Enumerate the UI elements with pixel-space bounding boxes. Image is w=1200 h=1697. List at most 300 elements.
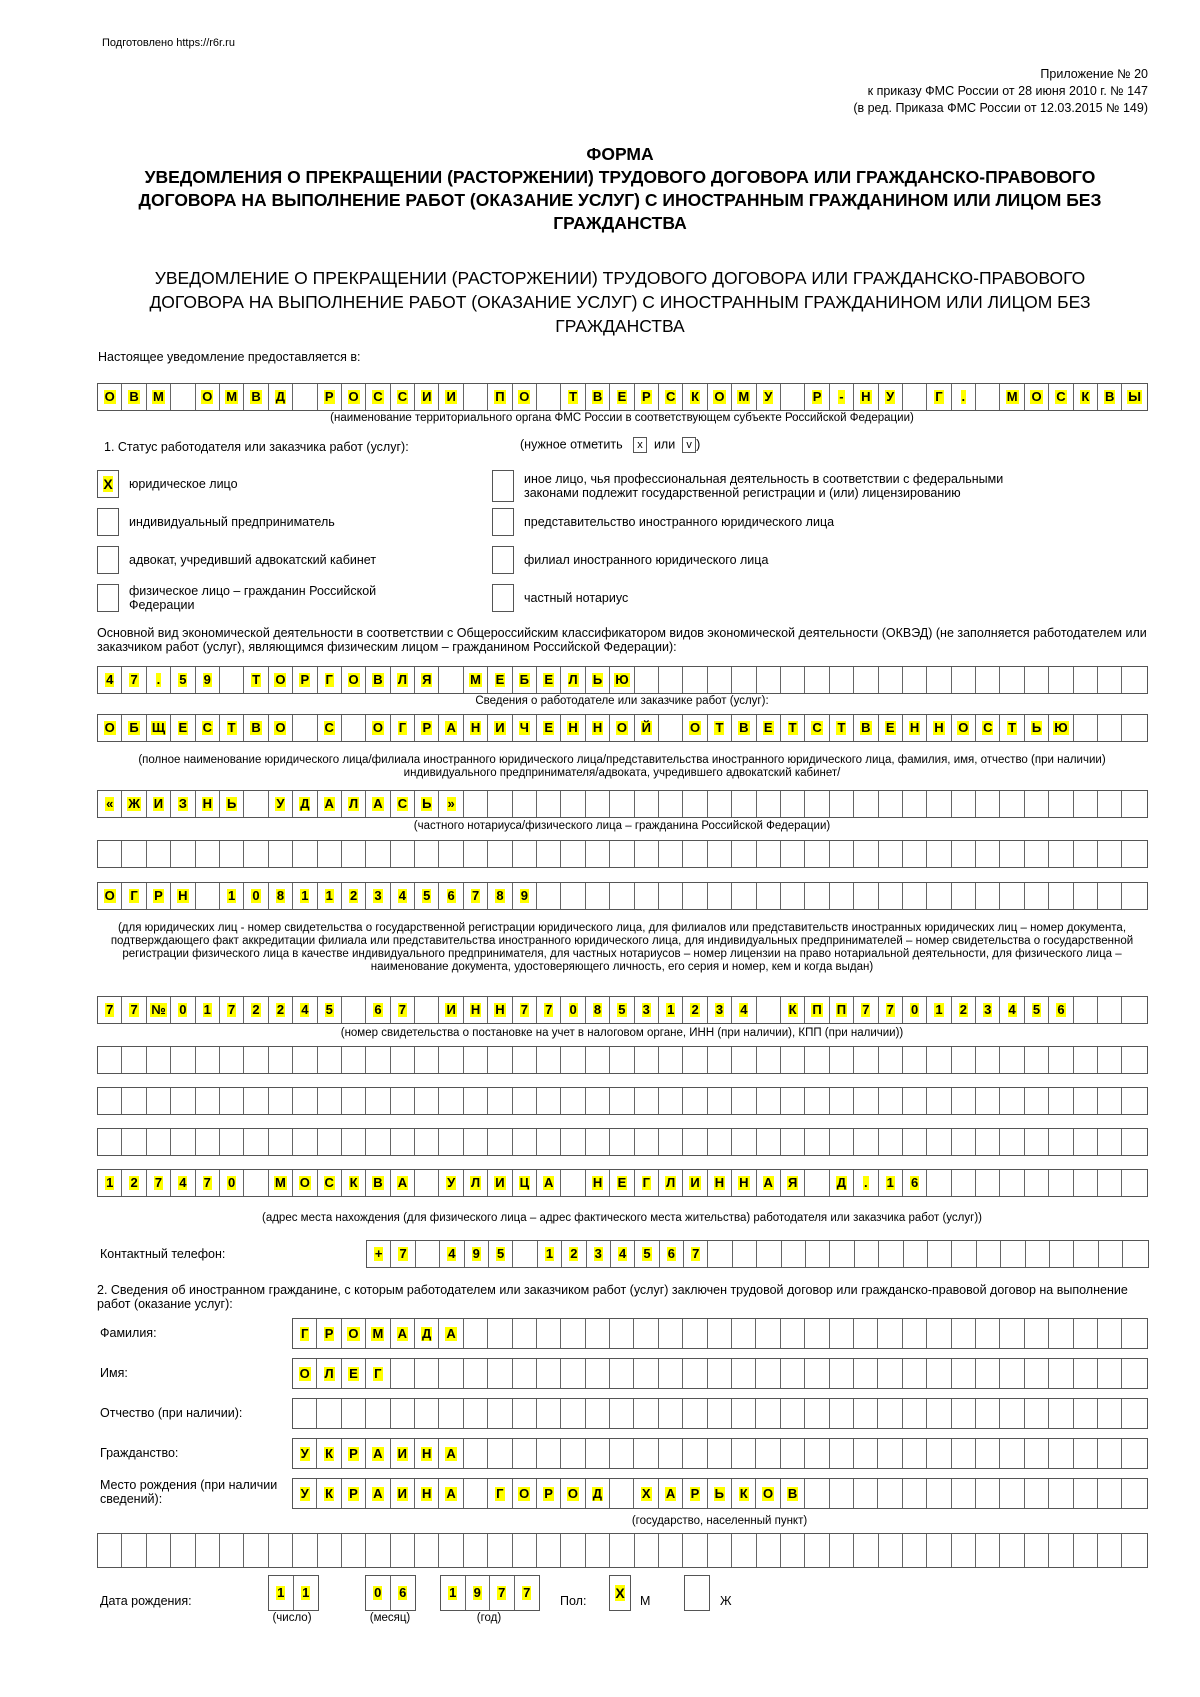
char-cell[interactable] <box>415 841 439 867</box>
checkbox[interactable] <box>492 508 514 536</box>
char-cell[interactable] <box>854 1479 878 1508</box>
char-cell[interactable] <box>196 1129 220 1155</box>
char-cell[interactable] <box>805 1170 829 1196</box>
char-cell[interactable] <box>1025 667 1049 693</box>
char-cell[interactable] <box>439 883 463 909</box>
char-cell[interactable] <box>513 1399 537 1428</box>
char-cell[interactable] <box>391 1319 415 1348</box>
char-cell[interactable] <box>683 384 707 410</box>
char-cell[interactable] <box>415 1170 439 1196</box>
char-cell[interactable] <box>513 1439 537 1468</box>
char-cell[interactable] <box>878 1399 902 1428</box>
char-cell[interactable] <box>488 1479 512 1508</box>
char-cell[interactable] <box>927 883 951 909</box>
char-cell[interactable] <box>659 1319 683 1348</box>
char-cell[interactable] <box>342 715 366 741</box>
char-cell[interactable] <box>513 791 537 817</box>
char-cell[interactable] <box>98 384 122 410</box>
status-lawyer[interactable] <box>97 546 376 574</box>
char-cell[interactable] <box>952 1399 976 1428</box>
char-cell[interactable] <box>439 1479 463 1508</box>
char-cell[interactable] <box>366 1129 390 1155</box>
char-cell[interactable] <box>293 1359 317 1388</box>
char-cell[interactable] <box>1025 841 1049 867</box>
char-cell[interactable] <box>903 841 927 867</box>
char-cell[interactable] <box>976 1359 1000 1388</box>
char-cell[interactable] <box>830 883 854 909</box>
char-cell[interactable] <box>244 1088 268 1114</box>
char-cell[interactable] <box>441 1576 466 1610</box>
char-cell[interactable] <box>634 1359 658 1388</box>
char-cell[interactable] <box>561 1088 585 1114</box>
char-cell[interactable] <box>537 841 561 867</box>
char-cell[interactable] <box>293 1534 317 1567</box>
char-cell[interactable] <box>830 1359 854 1388</box>
char-cell[interactable] <box>171 1129 195 1155</box>
char-cell[interactable] <box>659 715 683 741</box>
char-cell[interactable] <box>879 1088 903 1114</box>
char-cell[interactable] <box>635 1241 659 1267</box>
char-cell[interactable] <box>757 1170 781 1196</box>
char-cell[interactable] <box>171 997 195 1023</box>
char-cell[interactable] <box>586 1534 610 1567</box>
char-cell[interactable] <box>1122 1439 1146 1468</box>
checkbox[interactable] <box>97 546 119 574</box>
char-cell[interactable] <box>830 1129 854 1155</box>
char-cell[interactable] <box>513 1088 537 1114</box>
char-cell[interactable] <box>732 1479 756 1508</box>
char-cell[interactable] <box>610 1319 634 1348</box>
char-cell[interactable] <box>171 715 195 741</box>
char-cell[interactable] <box>391 1047 415 1073</box>
char-cell[interactable] <box>244 715 268 741</box>
char-cell[interactable] <box>562 1241 586 1267</box>
char-cell[interactable] <box>490 1576 515 1610</box>
char-cell[interactable] <box>879 883 903 909</box>
char-cell[interactable] <box>488 1088 512 1114</box>
char-cell[interactable] <box>244 1129 268 1155</box>
checkbox[interactable] <box>97 584 119 612</box>
char-cell[interactable] <box>708 1359 732 1388</box>
char-cell[interactable] <box>830 1088 854 1114</box>
char-cell[interactable] <box>366 1439 390 1468</box>
char-cell[interactable] <box>684 1241 708 1267</box>
char-cell[interactable] <box>171 1047 195 1073</box>
char-cell[interactable] <box>610 384 634 410</box>
phone-field[interactable] <box>366 1240 1149 1268</box>
char-cell[interactable] <box>610 1129 634 1155</box>
address-line4[interactable] <box>97 1169 1148 1197</box>
char-cell[interactable] <box>1122 997 1146 1023</box>
char-cell[interactable] <box>879 1047 903 1073</box>
char-cell[interactable] <box>244 1047 268 1073</box>
char-cell[interactable] <box>708 1170 732 1196</box>
char-cell[interactable] <box>342 791 366 817</box>
char-cell[interactable] <box>854 1319 878 1348</box>
char-cell[interactable] <box>927 1439 951 1468</box>
char-cell[interactable] <box>805 1088 829 1114</box>
char-cell[interactable] <box>122 883 146 909</box>
char-cell[interactable] <box>952 1170 976 1196</box>
char-cell[interactable] <box>269 883 293 909</box>
char-cell[interactable] <box>1074 1170 1098 1196</box>
char-cell[interactable] <box>854 1088 878 1114</box>
char-cell[interactable] <box>830 1047 854 1073</box>
char-cell[interactable] <box>610 1534 634 1567</box>
char-cell[interactable] <box>903 1129 927 1155</box>
char-cell[interactable] <box>683 1479 707 1508</box>
char-cell[interactable] <box>171 384 195 410</box>
char-cell[interactable] <box>466 1576 491 1610</box>
char-cell[interactable] <box>586 1399 610 1428</box>
status-other-person[interactable] <box>492 470 1092 502</box>
char-cell[interactable] <box>976 1319 1000 1348</box>
char-cell[interactable] <box>439 841 463 867</box>
char-cell[interactable] <box>927 1534 951 1567</box>
char-cell[interactable] <box>708 883 732 909</box>
char-cell[interactable] <box>342 667 366 693</box>
dob-day-field[interactable] <box>268 1575 319 1611</box>
char-cell[interactable] <box>757 1241 781 1267</box>
char-cell[interactable] <box>805 715 829 741</box>
char-cell[interactable] <box>660 1241 684 1267</box>
char-cell[interactable] <box>805 1534 829 1567</box>
char-cell[interactable] <box>391 384 415 410</box>
char-cell[interactable] <box>415 1479 439 1508</box>
char-cell[interactable] <box>927 384 951 410</box>
char-cell[interactable] <box>391 1534 415 1567</box>
char-cell[interactable] <box>635 1129 659 1155</box>
char-cell[interactable] <box>1025 1047 1049 1073</box>
citizenship-field[interactable] <box>292 1438 1148 1469</box>
char-cell[interactable] <box>1098 791 1122 817</box>
char-cell[interactable] <box>147 1129 171 1155</box>
char-cell[interactable] <box>244 667 268 693</box>
char-cell[interactable] <box>439 1359 463 1388</box>
char-cell[interactable] <box>1122 791 1146 817</box>
char-cell[interactable] <box>561 1359 585 1388</box>
char-cell[interactable] <box>952 715 976 741</box>
char-cell[interactable] <box>1025 791 1049 817</box>
char-cell[interactable] <box>1049 1319 1073 1348</box>
char-cell[interactable] <box>1122 1088 1146 1114</box>
char-cell[interactable] <box>1122 384 1146 410</box>
char-cell[interactable] <box>805 841 829 867</box>
char-cell[interactable] <box>317 1479 341 1508</box>
char-cell[interactable] <box>391 1359 415 1388</box>
char-cell[interactable] <box>757 384 781 410</box>
char-cell[interactable] <box>903 791 927 817</box>
char-cell[interactable] <box>976 1534 1000 1567</box>
status-legal-entity[interactable] <box>97 470 238 498</box>
char-cell[interactable] <box>513 667 537 693</box>
char-cell[interactable] <box>561 1129 585 1155</box>
char-cell[interactable] <box>122 715 146 741</box>
char-cell[interactable] <box>488 997 512 1023</box>
char-cell[interactable] <box>854 1399 878 1428</box>
char-cell[interactable] <box>464 1129 488 1155</box>
char-cell[interactable] <box>952 1241 976 1267</box>
char-cell[interactable] <box>1025 1319 1049 1348</box>
char-cell[interactable] <box>878 1359 902 1388</box>
char-cell[interactable] <box>1049 1359 1073 1388</box>
char-cell[interactable] <box>1000 841 1024 867</box>
char-cell[interactable] <box>1074 1129 1098 1155</box>
char-cell[interactable] <box>366 1047 390 1073</box>
char-cell[interactable] <box>269 1576 294 1610</box>
char-cell[interactable] <box>1026 1241 1050 1267</box>
char-cell[interactable] <box>122 1088 146 1114</box>
char-cell[interactable] <box>757 1129 781 1155</box>
status-individual-citizen[interactable] <box>97 584 477 612</box>
char-cell[interactable] <box>610 1170 634 1196</box>
char-cell[interactable] <box>708 1088 732 1114</box>
char-cell[interactable] <box>708 715 732 741</box>
char-cell[interactable] <box>903 1399 927 1428</box>
char-cell[interactable] <box>610 841 634 867</box>
char-cell[interactable] <box>293 1170 317 1196</box>
char-cell[interactable] <box>464 1170 488 1196</box>
char-cell[interactable] <box>537 1479 561 1508</box>
char-cell[interactable] <box>879 1534 903 1567</box>
char-cell[interactable] <box>1074 883 1098 909</box>
char-cell[interactable] <box>196 841 220 867</box>
char-cell[interactable] <box>1050 1241 1074 1267</box>
char-cell[interactable] <box>366 883 390 909</box>
char-cell[interactable] <box>147 1170 171 1196</box>
char-cell[interactable] <box>391 841 415 867</box>
char-cell[interactable] <box>805 1319 829 1348</box>
char-cell[interactable] <box>439 1047 463 1073</box>
char-cell[interactable] <box>611 1241 635 1267</box>
char-cell[interactable] <box>537 997 561 1023</box>
char-cell[interactable] <box>1098 883 1122 909</box>
char-cell[interactable] <box>513 997 537 1023</box>
address-line1[interactable] <box>97 1046 1148 1074</box>
char-cell[interactable] <box>318 384 342 410</box>
char-cell[interactable] <box>952 997 976 1023</box>
char-cell[interactable] <box>196 1534 220 1567</box>
char-cell[interactable] <box>488 883 512 909</box>
char-cell[interactable] <box>415 1047 439 1073</box>
char-cell[interactable] <box>537 791 561 817</box>
char-cell[interactable] <box>98 1088 122 1114</box>
char-cell[interactable] <box>586 841 610 867</box>
char-cell[interactable] <box>927 997 951 1023</box>
char-cell[interactable] <box>391 1576 416 1610</box>
char-cell[interactable] <box>976 384 1000 410</box>
char-cell[interactable] <box>854 1047 878 1073</box>
char-cell[interactable] <box>537 667 561 693</box>
char-cell[interactable] <box>122 1129 146 1155</box>
employer-name-line1[interactable] <box>97 714 1148 742</box>
char-cell[interactable] <box>366 1479 390 1508</box>
char-cell[interactable] <box>269 997 293 1023</box>
char-cell[interactable] <box>171 667 195 693</box>
char-cell[interactable] <box>269 1170 293 1196</box>
char-cell[interactable] <box>854 997 878 1023</box>
char-cell[interactable] <box>488 384 512 410</box>
char-cell[interactable] <box>464 841 488 867</box>
char-cell[interactable] <box>561 1170 585 1196</box>
char-cell[interactable] <box>903 1170 927 1196</box>
char-cell[interactable] <box>756 1359 780 1388</box>
char-cell[interactable] <box>635 384 659 410</box>
char-cell[interactable] <box>708 1319 732 1348</box>
char-cell[interactable] <box>366 1170 390 1196</box>
char-cell[interactable] <box>781 997 805 1023</box>
char-cell[interactable] <box>1025 1479 1049 1508</box>
char-cell[interactable] <box>708 1399 732 1428</box>
char-cell[interactable] <box>465 1241 489 1267</box>
char-cell[interactable] <box>391 1241 415 1267</box>
char-cell[interactable] <box>220 997 244 1023</box>
char-cell[interactable] <box>952 1534 976 1567</box>
char-cell[interactable] <box>269 1088 293 1114</box>
char-cell[interactable] <box>147 841 171 867</box>
char-cell[interactable] <box>830 841 854 867</box>
char-cell[interactable] <box>635 791 659 817</box>
char-cell[interactable] <box>391 1088 415 1114</box>
char-cell[interactable] <box>952 667 976 693</box>
char-cell[interactable] <box>952 883 976 909</box>
char-cell[interactable] <box>732 1319 756 1348</box>
char-cell[interactable] <box>805 883 829 909</box>
char-cell[interactable] <box>756 1479 780 1508</box>
dob-month-field[interactable] <box>365 1575 416 1611</box>
char-cell[interactable] <box>586 1439 610 1468</box>
char-cell[interactable] <box>635 883 659 909</box>
char-cell[interactable] <box>513 1241 537 1267</box>
char-cell[interactable] <box>683 791 707 817</box>
char-cell[interactable] <box>488 1534 512 1567</box>
char-cell[interactable] <box>756 1399 780 1428</box>
char-cell[interactable] <box>976 883 1000 909</box>
char-cell[interactable] <box>464 384 488 410</box>
status-notary[interactable] <box>492 584 628 612</box>
char-cell[interactable] <box>269 841 293 867</box>
char-cell[interactable] <box>1049 883 1073 909</box>
char-cell[interactable] <box>683 997 707 1023</box>
char-cell[interactable] <box>513 1129 537 1155</box>
char-cell[interactable] <box>1122 883 1146 909</box>
char-cell[interactable] <box>927 1129 951 1155</box>
char-cell[interactable] <box>293 667 317 693</box>
char-cell[interactable] <box>415 667 439 693</box>
status-branch[interactable] <box>492 546 768 574</box>
char-cell[interactable] <box>854 841 878 867</box>
char-cell[interactable] <box>634 1319 658 1348</box>
char-cell[interactable] <box>342 384 366 410</box>
char-cell[interactable] <box>561 715 585 741</box>
char-cell[interactable] <box>757 791 781 817</box>
char-cell[interactable] <box>342 1129 366 1155</box>
char-cell[interactable] <box>732 883 756 909</box>
char-cell[interactable] <box>1000 883 1024 909</box>
char-cell[interactable] <box>976 1047 1000 1073</box>
char-cell[interactable] <box>1074 1359 1098 1388</box>
char-cell[interactable] <box>732 1359 756 1388</box>
char-cell[interactable] <box>415 1399 439 1428</box>
char-cell[interactable] <box>1074 997 1098 1023</box>
char-cell[interactable] <box>976 997 1000 1023</box>
char-cell[interactable] <box>366 841 390 867</box>
char-cell[interactable] <box>659 1088 683 1114</box>
char-cell[interactable] <box>439 384 463 410</box>
char-cell[interactable] <box>659 1129 683 1155</box>
char-cell[interactable] <box>1000 1399 1024 1428</box>
char-cell[interactable] <box>903 1534 927 1567</box>
char-cell[interactable] <box>561 1479 585 1508</box>
char-cell[interactable] <box>683 883 707 909</box>
char-cell[interactable] <box>1074 791 1098 817</box>
char-cell[interactable] <box>854 1129 878 1155</box>
char-cell[interactable] <box>1098 1319 1122 1348</box>
char-cell[interactable] <box>342 1170 366 1196</box>
birthplace-extra-line[interactable] <box>97 1533 1148 1568</box>
char-cell[interactable] <box>1025 715 1049 741</box>
char-cell[interactable] <box>561 384 585 410</box>
char-cell[interactable] <box>122 997 146 1023</box>
char-cell[interactable] <box>220 1088 244 1114</box>
char-cell[interactable] <box>1122 715 1146 741</box>
char-cell[interactable] <box>318 883 342 909</box>
char-cell[interactable] <box>879 1129 903 1155</box>
char-cell[interactable] <box>732 715 756 741</box>
char-cell[interactable] <box>122 791 146 817</box>
char-cell[interactable] <box>318 1129 342 1155</box>
char-cell[interactable] <box>952 1439 976 1468</box>
char-cell[interactable] <box>317 1439 341 1468</box>
char-cell[interactable] <box>391 1399 415 1428</box>
char-cell[interactable] <box>708 384 732 410</box>
char-cell[interactable] <box>1000 791 1024 817</box>
char-cell[interactable] <box>244 791 268 817</box>
char-cell[interactable] <box>318 1170 342 1196</box>
char-cell[interactable] <box>366 1359 390 1388</box>
char-cell[interactable] <box>1123 1241 1147 1267</box>
char-cell[interactable] <box>98 997 122 1023</box>
checkbox[interactable] <box>97 508 119 536</box>
char-cell[interactable] <box>1049 384 1073 410</box>
char-cell[interactable] <box>415 384 439 410</box>
char-cell[interactable] <box>1098 1479 1122 1508</box>
checkbox[interactable] <box>492 470 514 502</box>
char-cell[interactable] <box>854 1170 878 1196</box>
char-cell[interactable] <box>415 1534 439 1567</box>
char-cell[interactable] <box>464 1479 488 1508</box>
char-cell[interactable] <box>1074 667 1098 693</box>
char-cell[interactable] <box>732 667 756 693</box>
char-cell[interactable] <box>1122 1129 1146 1155</box>
char-cell[interactable] <box>464 1088 488 1114</box>
char-cell[interactable] <box>586 1359 610 1388</box>
char-cell[interactable] <box>391 715 415 741</box>
char-cell[interactable] <box>1074 384 1098 410</box>
char-cell[interactable] <box>318 715 342 741</box>
char-cell[interactable] <box>757 1534 781 1567</box>
char-cell[interactable] <box>683 715 707 741</box>
char-cell[interactable] <box>1098 997 1122 1023</box>
char-cell[interactable] <box>220 667 244 693</box>
char-cell[interactable] <box>513 1534 537 1567</box>
char-cell[interactable] <box>220 1047 244 1073</box>
char-cell[interactable] <box>366 1088 390 1114</box>
char-cell[interactable] <box>634 1479 658 1508</box>
char-cell[interactable] <box>635 1534 659 1567</box>
char-cell[interactable] <box>659 883 683 909</box>
char-cell[interactable] <box>879 1241 903 1267</box>
